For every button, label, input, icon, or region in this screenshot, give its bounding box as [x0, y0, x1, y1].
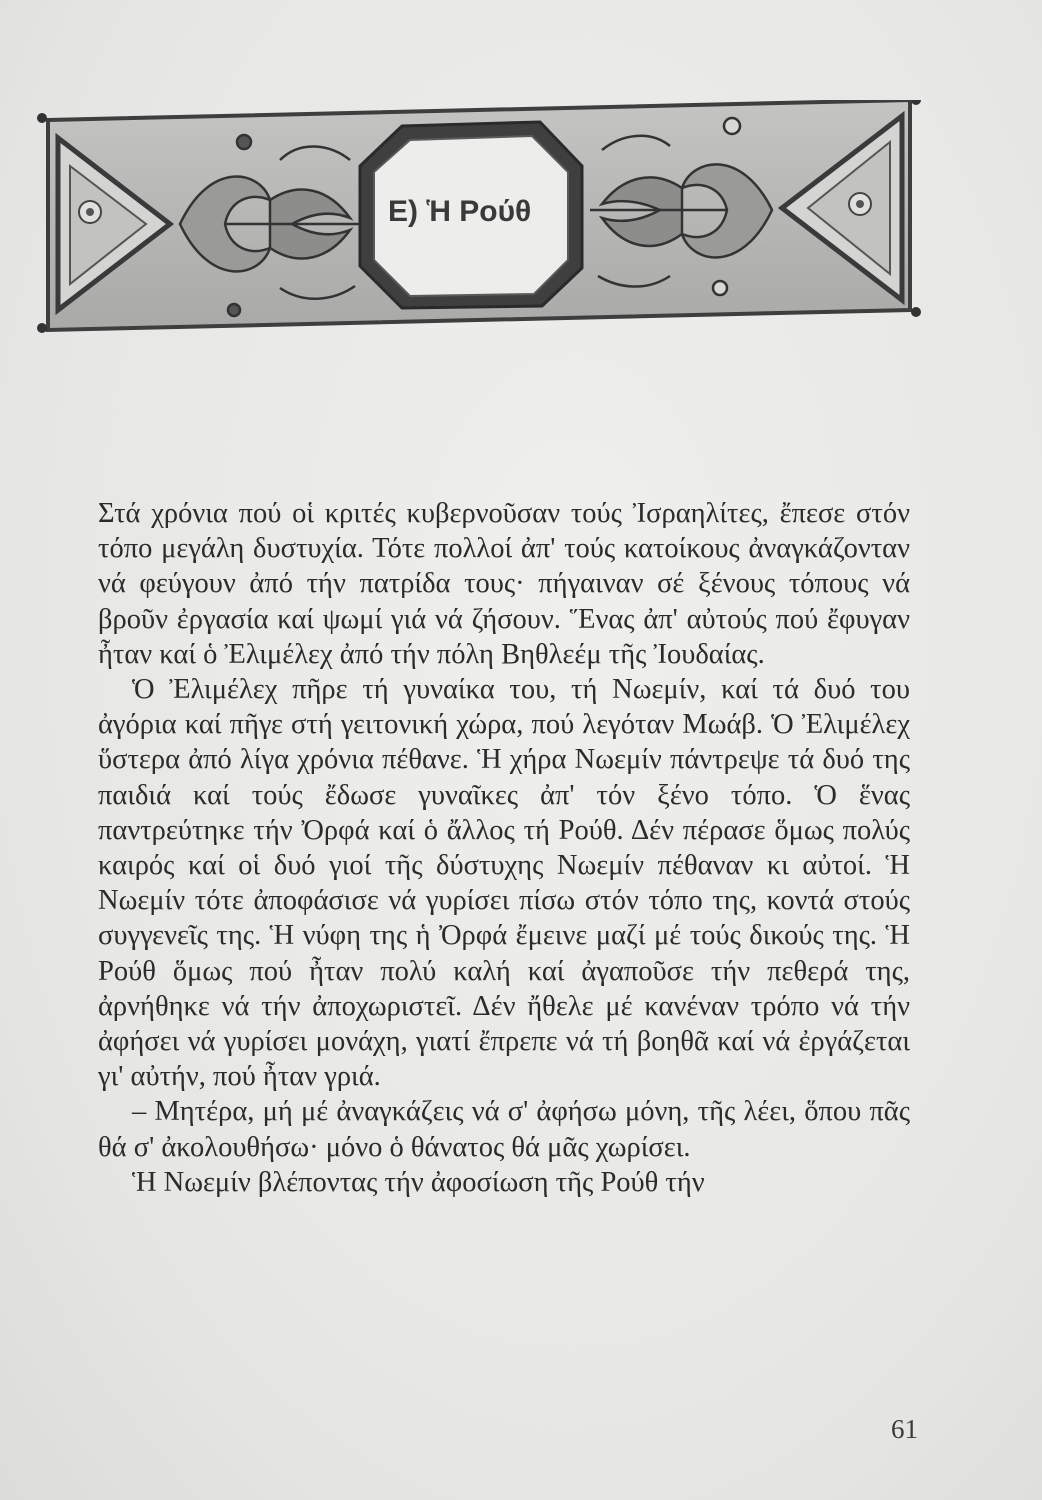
- body-text: [98, 496, 910, 1200]
- paragraph-1: Στά χρόνια πού οἱ κριτές κυβερνοῦσαν τούς Ἰσραηλίτες, ἔπεσε στόν τόπο μεγάλη δυστυχία. Τότε πολλοί ἀπ' τούς κατοίκους ἀναγκάζονταν νά φεύγουν ἀπό τήν πατρίδα τους· πήγαιναν σέ ξένους τόπους νά βροῦν ἐργασία καί ψωμί γιά νά ζήσουν. Ἕνας ἀπ' αὐτούς πού ἔφυγαν ἦταν καί ὁ Ἐλιμέλεχ ἀπό τήν πόλη Βηθλεέμ τῆς Ἰουδαίας.: [98, 498, 910, 670]
- paragraph-4: Ἡ Νωεμίν βλέποντας τήν ἀφοσίωση τῆς Ρούθ τήν: [132, 1166, 705, 1198]
- chapter-title: Ε) Ἡ Ρούθ: [388, 195, 532, 228]
- paragraph-3: – Μητέρα, μή μέ ἀναγκάζεις νά σ' ἀφήσω μόνη, τῆς λέει, ὅπου πᾶς θά σ' ἀκολουθήσω· μόνο ὁ θάνατος θά μᾶς χωρίσει.: [98, 1096, 910, 1163]
- page-number: 61: [891, 1414, 918, 1444]
- paragraph-2: Ὁ Ἐλιμέλεχ πῆρε τή γυναίκα του, τή Νωεμίν, καί τά δυό του ἀγόρια καί πῆγε στή γειτονική χώρα, πού λεγόταν Μωάβ. Ὁ Ἐλιμέλεχ ὕστερα ἀπό λίγα χρόνια πέθανε. Ἡ χήρα Νωεμίν πάντρεψε τά δυό της παιδιά καί τούς ἔδωσε γυναῖκες ἀπ' τόν ξένο τόπο. Ὁ ἕνας παντρεύτηκε τήν Ὀρφά καί ὁ ἄλλος τή Ρούθ. Δέν πέρασε ὅμως πολύς καιρός καί οἱ δυό γιοί τῆς δύστυχης Νωεμίν πέθαναν κι αὐτοί. Ἡ Νωεμίν τότε ἀποφάσισε νά γυρίσει πίσω στόν τόπο της, κοντά στούς συγγενεῖς της. Ἡ νύφη της ἡ Ὀρφά ἔμεινε μαζί μέ τούς δικούς της. Ἡ Ρούθ ὅμως πού ἦταν πολύ καλή καί ἀγαποῦσε τήν πεθερά της, ἀρνήθηκε νά τήν ἀποχωριστεῖ. Δέν ἤθελε μέ κανέναν τρόπο νά τήν ἀφήσει νά γυρίσει μονάχη, γιατί ἔπρεπε νά τή βοηθᾶ καί νά ἐργάζεται γι' αὐτήν, πού ἦταν γριά.: [98, 674, 910, 1093]
